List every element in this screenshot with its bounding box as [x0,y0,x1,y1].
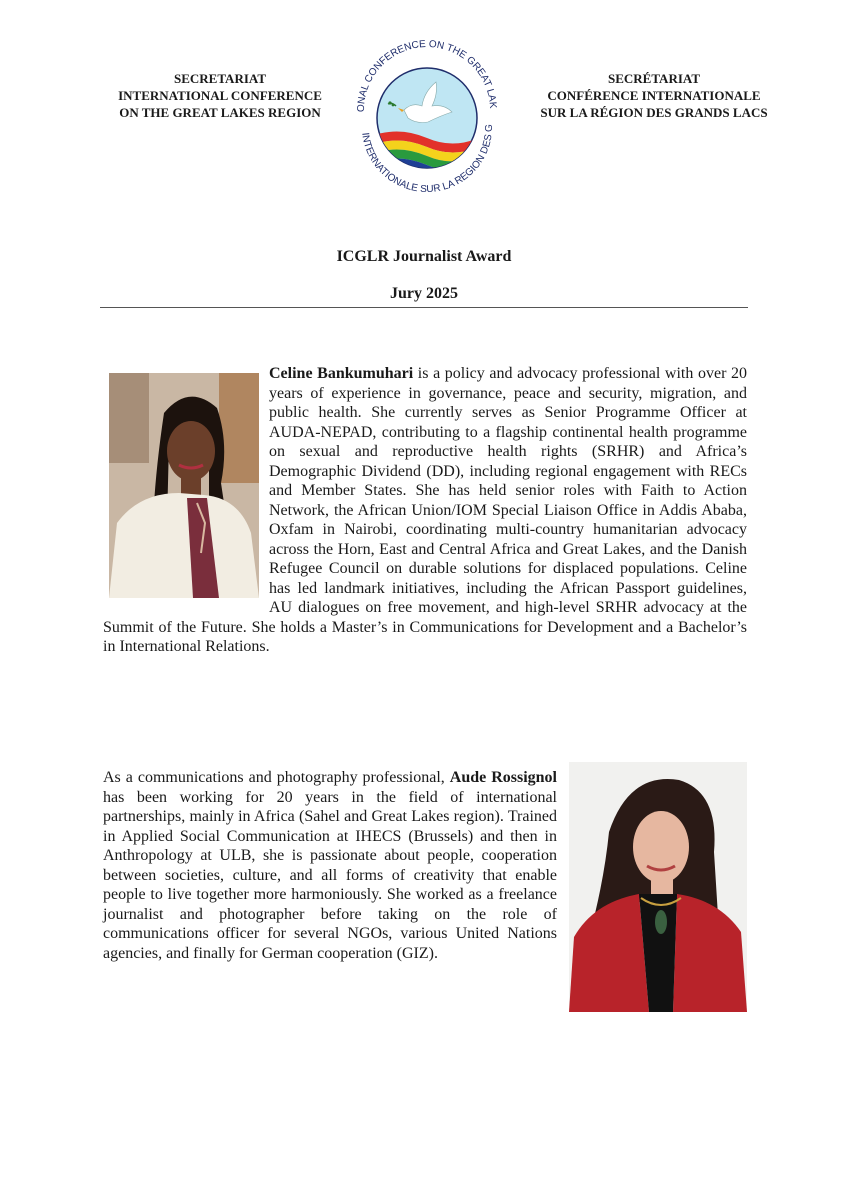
jury-name: Aude Rossignol [449,769,558,786]
document-subtitle: Jury 2025 [390,285,458,302]
secretariat-header-fr [540,70,768,121]
svg-text:INTERNATIONAL CONFERENCE ON TH: ONAL CONFERENCE ON THE GREAT LAK [355,38,499,113]
header-line: SUR LA RÉGION DES GRANDS LACS [540,105,768,120]
jury-name: Celine Bankumuhari [269,365,414,382]
title-divider [100,307,748,308]
header-line: CONFÉRENCE INTERNATIONALE [547,88,761,103]
secretariat-header-en [100,70,340,121]
svg-text:CONFERENCE INTERNATIONALE SUR: INTERNATIONALE SUR LA REGION DES G [359,124,496,196]
document-title: ICGLR Journalist Award [336,248,512,265]
jury-bio-aude [103,768,747,1018]
header-line: ON THE GREAT LAKES REGION [119,105,321,120]
jury-bio-text: has been working for 20 years in the field of international partnerships, mainly in Africa (Sahel and Great Lakes region). Trained in Applied Social Communication at IHECS (Brussels) and then in Anthropology at ULB, she is passionate about people, cooperation between societies, culture, and all forms of creativity that enable people to live together more harmoniously. She worked as a freelance journalist and photographer before taking on the role of communications officer for several NGOs, various United Nations agencies, and finally for German cooperation (GIZ). [103,788,557,962]
header-line: SECRETARIAT [174,71,266,86]
jury-bio-celine [103,364,747,657]
portrait-aude-rossignol [569,762,747,1012]
icglr-logo [352,32,502,202]
header-line: INTERNATIONAL CONFERENCE [118,88,322,103]
portrait-celine-bankumuhari [109,373,259,598]
jury-bio-intro: As a communications and photography professional, [103,769,450,786]
jury-bio-text: is a policy and advocacy professional with over 20 years of experience in governance, peace and security, migration, and public health. She currently serves as Senior Programme Officer at AUDA-NEPAD, contributing to a flagship continental health programme on sexual and reproductive health rights (SRHR) and Africa’s Demographic Dividend (DD), including regional engagement with RECs and Member States. She has held senior roles with Faith to Action Network, the African Union/IOM Special Liaison Office in Addis Ababa, Oxfam in Nairobi, coordinating multi-country humanitarian advocacy across the Horn, East and Central Africa and Great Lakes, and the Danish Refugee Council on durable solutions for displaced populations. Celine has led landmark initiatives, including the African Passport guidelines, AU dialogues on free movement, and high-level SRHR advocacy at the Summit of the Future. She holds a Master’s in Communications for Development and a Bachelor’s in International Relations. [103,365,747,655]
header-line: SECRÉTARIAT [608,71,700,86]
